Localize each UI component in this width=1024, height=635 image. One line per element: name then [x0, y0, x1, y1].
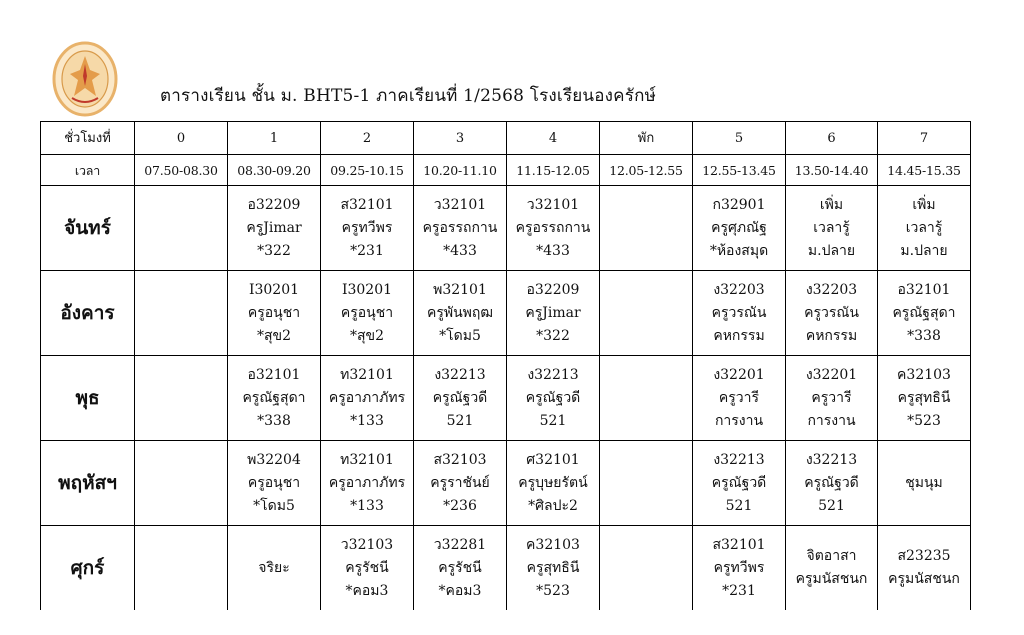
class-cell [228, 356, 321, 441]
cell-line: ง32213 [805, 451, 858, 468]
table-row [41, 271, 971, 356]
class-cell [786, 271, 878, 356]
cell-line: I30201 [248, 281, 300, 298]
day-name: อังคาร [41, 271, 135, 356]
class-cell [228, 441, 321, 526]
period-label: พัก [600, 122, 693, 155]
cell-line: ครูณัฐสุดา [242, 389, 306, 406]
class-cell [507, 271, 600, 356]
class-cell [135, 356, 228, 441]
day-name: พุธ [41, 356, 135, 441]
cell-line: การงาน [714, 412, 764, 429]
class-cell [693, 186, 786, 271]
cell-line: คหกรรม [805, 327, 858, 344]
cell-line: ครูวารี [811, 389, 852, 406]
time-slot: 10.20-11.10 [414, 155, 507, 186]
cell-line: ครูรัชนี [438, 559, 482, 576]
period-label: 6 [786, 122, 878, 155]
period-label: 7 [878, 122, 971, 155]
table-row [41, 526, 971, 611]
cell-line: ง32201 [805, 366, 858, 383]
cell-line: ครูณัฐวดี [432, 389, 488, 406]
cell-line: อ32101 [247, 366, 301, 383]
cell-line: ครูJimar [525, 304, 581, 321]
cell-line: ครูอนุชา [247, 304, 301, 321]
class-cell [135, 526, 228, 611]
cell-line: เพิ่ม [912, 196, 936, 213]
class-cell [135, 186, 228, 271]
cell-line: *คอม3 [345, 582, 389, 599]
class-cell [600, 271, 693, 356]
class-cell [507, 186, 600, 271]
cell-line: *236 [443, 497, 477, 514]
class-cell [135, 441, 228, 526]
cell-line: *ศิลปะ2 [528, 497, 578, 514]
cell-line: ม.ปลาย [900, 242, 948, 259]
cell-line: ครูวรณัน [804, 304, 859, 321]
cell-line: การงาน [807, 412, 856, 429]
class-cell [228, 271, 321, 356]
cell-line: ง32213 [713, 451, 765, 468]
class-cell [321, 186, 414, 271]
cell-line: ส32101 [340, 196, 394, 213]
day-name: ศุกร์ [41, 526, 135, 611]
cell-line: ง32203 [713, 281, 765, 298]
class-cell [321, 441, 414, 526]
timetable [40, 121, 971, 610]
cell-line: ส32101 [712, 536, 766, 553]
class-cell [878, 526, 971, 611]
cell-line: เพิ่ม [819, 196, 844, 213]
table-row [41, 186, 971, 271]
cell-line: ค32103 [526, 536, 580, 553]
day-name: จันทร์ [41, 186, 135, 271]
period-label: 5 [693, 122, 786, 155]
cell-line: ครูอนุชา [247, 474, 301, 491]
cell-line: อ32209 [526, 281, 580, 298]
cell-line: ก32901 [712, 196, 766, 213]
cell-line: ครูรัชนี [345, 559, 389, 576]
time-slot: 13.50-14.40 [786, 155, 878, 186]
class-cell [693, 526, 786, 611]
cell-line: *338 [907, 327, 941, 344]
cell-line: ว32101 [433, 196, 487, 213]
cell-line: ง32203 [805, 281, 858, 298]
class-cell [228, 526, 321, 611]
class-cell [414, 356, 507, 441]
cell-line: ครูสุทธินี [897, 389, 951, 406]
day-name: พฤหัสฯ [41, 441, 135, 526]
cell-line: ครูอาภาภัทร [328, 474, 406, 491]
cell-line: ครูอรรถกาน [515, 219, 591, 236]
cell-line: ท32101 [340, 451, 394, 468]
class-cell [786, 441, 878, 526]
time-slot: 07.50-08.30 [135, 155, 228, 186]
period-label: 1 [228, 122, 321, 155]
cell-line: *ห้องสมุด [709, 242, 769, 259]
cell-line: พ32101 [433, 281, 487, 298]
cell-line: ครูณัฐสุดา [892, 304, 956, 321]
time-slot: 12.05-12.55 [600, 155, 693, 186]
time-slot: 08.30-09.20 [228, 155, 321, 186]
class-cell [600, 441, 693, 526]
class-cell [878, 356, 971, 441]
cell-line: อ32101 [897, 281, 951, 298]
cell-line: พ32204 [247, 451, 301, 468]
class-cell [786, 356, 878, 441]
class-cell [507, 526, 600, 611]
header-row [41, 122, 971, 155]
cell-line: *โดม5 [253, 497, 295, 514]
cell-line: ศ32101 [526, 451, 580, 468]
cell-line: *433 [443, 242, 477, 259]
cell-line: ง32213 [527, 366, 579, 383]
cell-line: ครูอนุชา [340, 304, 394, 321]
cell-line: คหกรรม [713, 327, 765, 344]
time-slot: 11.15-12.05 [507, 155, 600, 186]
school-emblem-icon [52, 40, 118, 118]
time-slot: 14.45-15.35 [878, 155, 971, 186]
period-label: 4 [507, 122, 600, 155]
class-cell [600, 186, 693, 271]
cell-line: ครูณัฐวดี [525, 389, 581, 406]
cell-line: ครูมนัสชนก [888, 571, 960, 587]
cell-line: *คอม3 [438, 582, 482, 599]
class-cell [693, 356, 786, 441]
cell-line: ค32103 [897, 366, 951, 383]
cell-line: ครูณัฐวดี [711, 474, 767, 491]
cell-line: ครูราชันย์ [430, 474, 490, 491]
class-cell [786, 186, 878, 271]
class-cell [878, 271, 971, 356]
class-cell [693, 271, 786, 356]
cell-line: ครูพันพฤฒ [426, 304, 494, 321]
cell-line: ครูบุษยรัตน์ [518, 474, 588, 491]
period-label: 0 [135, 122, 228, 155]
period-label: 2 [321, 122, 414, 155]
time-header: เวลา [41, 155, 135, 186]
cell-line: *231 [722, 582, 756, 599]
class-cell [135, 271, 228, 356]
cell-line: ครูวารี [718, 389, 760, 406]
cell-line: *133 [350, 497, 384, 514]
cell-line: *338 [257, 412, 291, 429]
cell-line: จริยะ [258, 559, 290, 576]
cell-line: I30201 [341, 281, 393, 298]
class-cell [600, 526, 693, 611]
cell-line: ครูมนัสชนก [795, 571, 868, 587]
cell-line: ครูJimar [246, 219, 302, 236]
cell-line: ครูอาภาภัทร [328, 389, 406, 406]
cell-line: *สุข2 [256, 327, 292, 344]
table-row [41, 441, 971, 526]
cell-line: ส32103 [433, 451, 487, 468]
cell-line: *231 [350, 242, 384, 259]
cell-line: จิตอาสา [806, 548, 857, 564]
time-slot: 09.25-10.15 [321, 155, 414, 186]
class-cell [507, 356, 600, 441]
cell-line: ครูสุทธินี [526, 559, 580, 576]
cell-line: เวลารู้ [905, 219, 943, 236]
period-label: 3 [414, 122, 507, 155]
cell-line: ครูทวีพร [713, 559, 765, 576]
class-cell [507, 441, 600, 526]
class-cell [414, 186, 507, 271]
cell-line: ง32201 [713, 366, 765, 383]
cell-line: ท32101 [340, 366, 394, 383]
cell-line: 521 [725, 497, 753, 514]
class-cell [786, 526, 878, 611]
cell-line: *433 [536, 242, 570, 259]
cell-line: ครูณัฐวดี [804, 474, 859, 491]
class-cell [600, 356, 693, 441]
cell-line: ว32101 [526, 196, 580, 213]
class-cell [878, 186, 971, 271]
class-cell [321, 526, 414, 611]
cell-line: 521 [539, 412, 567, 429]
table-row [41, 356, 971, 441]
cell-line: ครูอรรถกาน [422, 219, 498, 236]
cell-line: ว32281 [433, 536, 487, 553]
cell-line: ม.ปลาย [807, 242, 856, 259]
cell-line: *322 [536, 327, 570, 344]
class-cell [414, 526, 507, 611]
class-cell [321, 356, 414, 441]
time-slot: 12.55-13.45 [693, 155, 786, 186]
cell-line: *523 [536, 582, 570, 599]
page-title: ตารางเรียน ชั้น ม. BHT5-1 ภาคเรียนที่ 1/2568 โรงเรียนองครักษ์ [160, 86, 656, 106]
cell-line: ครูทวีพร [341, 219, 393, 236]
cell-line: ว32103 [340, 536, 394, 553]
cell-line: *133 [350, 412, 384, 429]
cell-line: *โดม5 [439, 327, 481, 344]
cell-line: *322 [257, 242, 291, 259]
cell-line: *523 [907, 412, 941, 429]
class-cell [228, 186, 321, 271]
cell-line: ชุมนุม [905, 474, 943, 491]
cell-line: 521 [818, 497, 845, 514]
cell-line: 521 [446, 412, 474, 429]
cell-line: ง32213 [434, 366, 486, 383]
cell-line: ครูศุภณัฐ [711, 219, 767, 236]
class-cell [414, 441, 507, 526]
class-cell [693, 441, 786, 526]
class-cell [878, 441, 971, 526]
class-cell [414, 271, 507, 356]
time-row [41, 155, 971, 186]
period-header: ชั่วโมงที่ [41, 122, 135, 155]
cell-line: ครูวรณัน [711, 304, 767, 321]
cell-line: เวลารู้ [813, 219, 850, 236]
cell-line: อ32209 [247, 196, 301, 213]
cell-line: *สุข2 [349, 327, 385, 344]
cell-line: ส23235 [897, 548, 951, 564]
class-cell [321, 271, 414, 356]
